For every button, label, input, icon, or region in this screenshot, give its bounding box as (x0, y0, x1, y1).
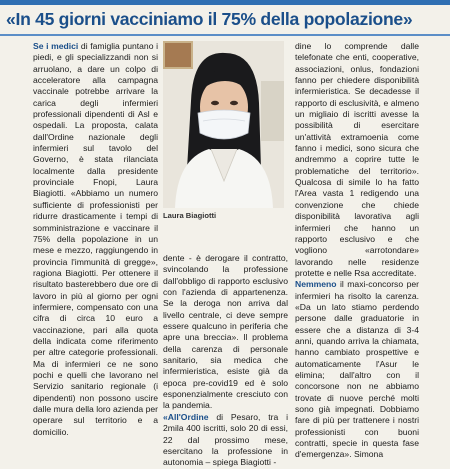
portrait-photo (163, 41, 284, 208)
paragraph: dine lo comprende dalle telefonate che enti, cooperative, associazioni, onlus, fondazioni fanno per chiedere disponibilità infermieristica. Se decadesse il rapporto di esclusività, e almeno un migliaio di iscritti avesse la possibilità di esercitare un'attività extramoenia come fanno i medici, sono sicura che andremmo a coprire tutte le problematiche del territorio». Qualcosa di simile lo ha fatto l'Area vasta 1 redigendo una convenzione che chiede disponibilità lavorativa agli infermieri che hanno un rapporto esclusivo e che vogliono «arrotondare» lavorando nelle residenze protette e nelle Rsa accreditate. (295, 41, 419, 278)
paragraph: dente - è derogare il contratto, svincolando la professione dall'obbligo di rapporto esclusivo con l'azienda di appartenenza. Se la deroga non arriva dal livello centrale, ci deve sempre essere qualcuno in periferia che apre una breccia». Il problema della carenza di personale sanitario, sia medica che infermieristica, esiste già da epoca pre-covid19 ed è solo esponenzialmente cresciuto con la pandemia. (163, 253, 288, 411)
paragraph (33, 41, 158, 438)
article-column-2 (163, 253, 288, 469)
article-headline: «In 45 giorni vacciniamo il 75% della popolazione» (6, 9, 413, 29)
photo-caption: Laura Biagiotti (163, 211, 217, 220)
paragraph (163, 412, 288, 469)
body-text: il maxi-concorso per infermieri ha risolto la carenza. «Da un lato stiamo perdendo persone dalle graduatorie in essere che a distanza di 3-4 anni, quando arriva la chiamata, hanno cambiato prospettive e automaticamente l'Asur le elimina; dall'altro con il concorsone non ne abbiamo trovate di nuove perché molti sono già impegnati. Dobbiamo fare di più per trattenere i nostri professionisti con buoni contratti, specie in questa fase d'emergenza». Simona (295, 279, 419, 460)
lead-in: «All'Ordine (163, 411, 209, 422)
top-color-bar (0, 0, 450, 5)
lead-in: Nemmeno (295, 279, 337, 290)
body-text: di Pesaro, tra i 2mila 400 iscritti, solo 20 di essi, 22 dal prossimo mese, esercitano la professione in autonomia – spiega Biagiotti - (163, 411, 288, 468)
lead-in: Se i medici (33, 41, 79, 51)
portrait-photo-icon (163, 41, 284, 208)
body-text: di famiglia puntano i piedi, e gli specializzandi non si arruolano, a dare un colpo di acceleratore alla campagna vaccinale potrebbe arrivare la carica degli infermieri professionali dipendenti di Asl e ospedali. La proposta, calata dall'Ordine nazionale degli infermieri sul tavolo del Governo, è stata rilanciata localmente dalla presidente provinciale Fnopi, Laura Biagiotti. «Abbiamo un numero sufficiente di professionisti per ridurre drasticamente i tempi di somministrazione e vaccinare il 75% della popolazione in un mese e mezzo, raggiungendo in provincia l'immunità di gregge», ragiona Biagiotti. Per ottenere il risultato basterebbero due ore di lavoro in più al giorno per ogni infermiere, compensato con una cifra di circa 10 euro a vaccinazione, pari alla quota della indicata come riferimento per altre categorie professionali. Ma di infermieri ce ne sono pochi e quelli che lavorano nel Servizio sanitario regionale (i dipendenti) non possono uscire dalle mura della loro azienda per operare sul territorio e a domicilio. (33, 41, 158, 437)
article-column-1 (33, 41, 158, 438)
article-column-3 (295, 41, 419, 461)
headline-rule (0, 34, 450, 36)
paragraph (295, 279, 419, 461)
